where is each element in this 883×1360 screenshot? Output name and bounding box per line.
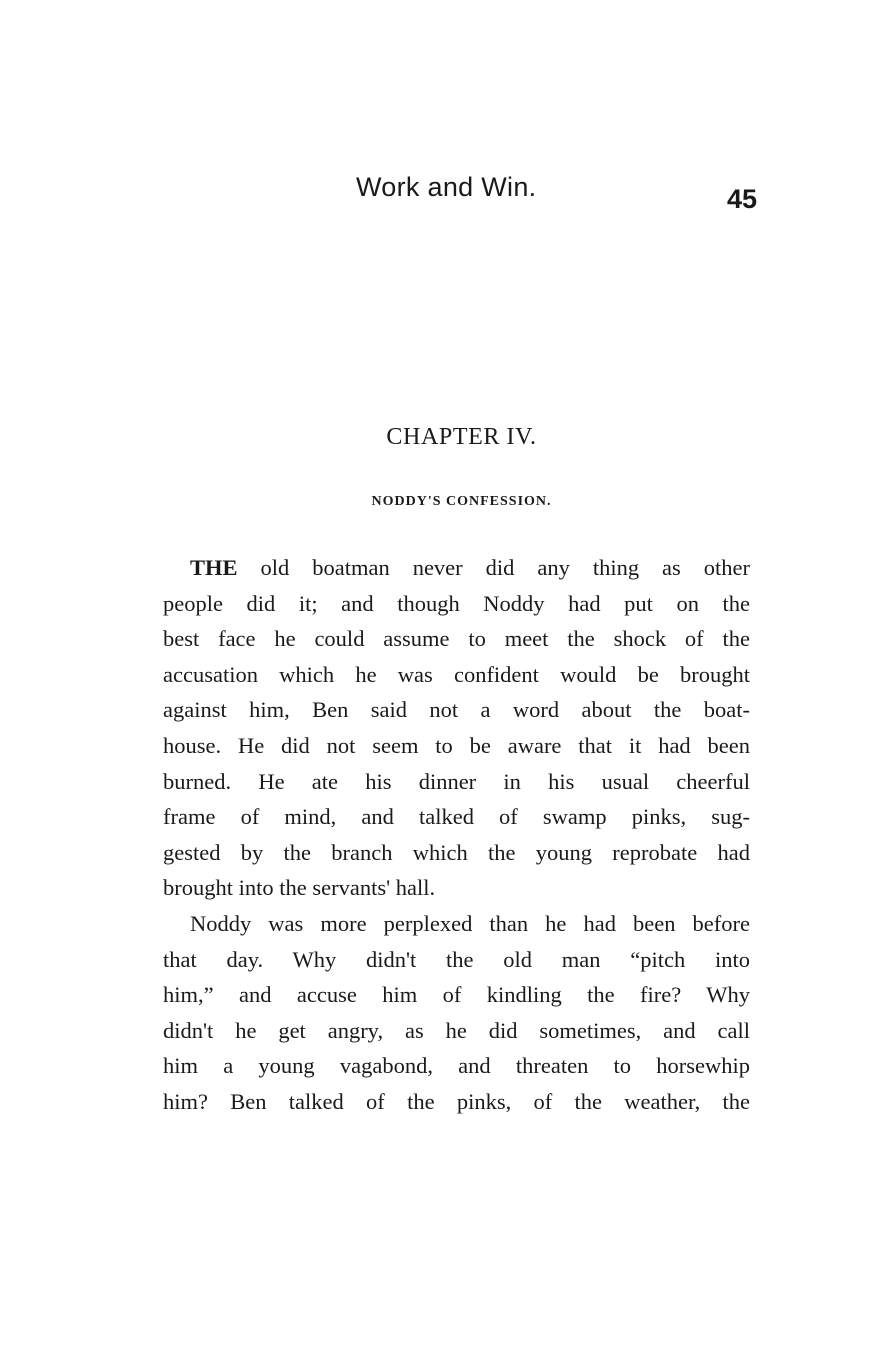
text-line: him a young vagabond, and threaten to horsewhip (163, 1053, 750, 1079)
paragraph-lead-word: THE (190, 555, 238, 580)
running-title: Work and Win. (356, 172, 537, 202)
text-line: house. He did not seem to be aware that it had been (163, 732, 750, 758)
text-line: that day. Why didn't the old man “pitch into (163, 946, 750, 972)
text-line: gested by the branch which the young reprobate had (163, 839, 750, 865)
text-line: best face he could assume to meet the shock of the (163, 626, 750, 652)
chapter-heading: CHAPTER IV. (386, 424, 537, 450)
text-line: burned. He ate his dinner in his usual cheerful (163, 768, 750, 794)
text-line: Noddy was more perplexed than he had been before (190, 910, 750, 936)
paragraph (163, 553, 750, 909)
text-line (163, 553, 750, 589)
paragraph (163, 909, 750, 1123)
text-line: frame of mind, and talked of swamp pinks, sug- (163, 804, 750, 830)
text-line: brought into the servants' hall. (163, 875, 436, 901)
text-line: him,” and accuse him of kindling the fire? Why (163, 982, 750, 1008)
text-line: him? Ben talked of the pinks, of the weather, the (163, 1088, 750, 1114)
text-line: didn't he get angry, as he did sometimes, and call (163, 1017, 750, 1043)
text-line: accusation which he was confident would be brought (163, 661, 750, 687)
chapter-subtitle: NODDY'S CONFESSION. (371, 494, 552, 509)
page-number: 45 (727, 184, 758, 214)
text-line-rest: old boatman never did any thing as other (237, 555, 750, 580)
text-line: people did it; and though Noddy had put on the (163, 590, 750, 616)
text-line: against him, Ben said not a word about the boat- (163, 697, 750, 723)
body-text (163, 553, 750, 1123)
